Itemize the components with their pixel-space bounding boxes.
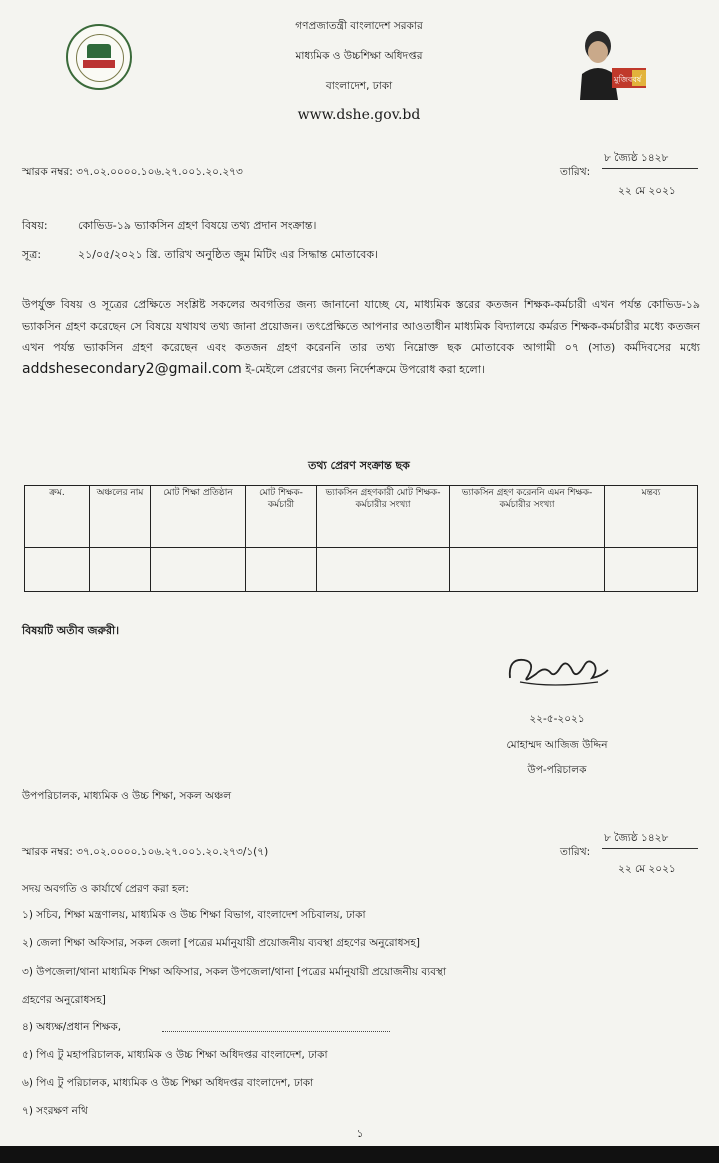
header-department: মাধ্যমিক ও উচ্চশিক্ষা অধিদপ্তর — [295, 50, 423, 62]
email-link[interactable]: addshesecondary2@gmail.com — [22, 360, 242, 377]
date-bangla: ৮ জ্যৈষ্ঠ ১৪২৮ — [604, 152, 669, 164]
col-remarks: মন্তব্য — [605, 486, 698, 548]
blank-line — [162, 1031, 390, 1032]
date-divider-2 — [602, 848, 698, 849]
list-item: ৩) উপজেলা/থানা মাধ্যমিক শিক্ষা অফিসার, সকল উপজেলা/থানা [পত্রের মর্মানুযায়ী প্রয়োজনীয় ব্যবস্থা — [22, 966, 447, 978]
cell-remarks[interactable] — [605, 548, 698, 592]
table-header-row — [25, 486, 698, 548]
cell-staff-total[interactable] — [246, 548, 317, 592]
reference-text: ২১/০৫/২০২১ খ্রি. তারিখ অনুষ্ঠিত জুম মিটিং এর সিদ্ধান্ত মোতাবেক। — [78, 248, 379, 261]
list-item: ১) সচিব, শিক্ষা মন্ত্রণালয়, মাধ্যমিক ও উচ্চ শিক্ষা বিভাগ, বাংলাদেশ সচিবালয়, ঢাকা — [22, 909, 366, 921]
cell-region[interactable] — [90, 548, 151, 592]
col-unvaccinated: ভ্যাকসিন গ্রহণ করেননি এমন শিক্ষক-কর্মচারীর সংখ্যা — [450, 486, 605, 548]
table-row — [25, 548, 698, 592]
col-staff-total: মোট শিক্ষক-কর্মচারী — [246, 486, 317, 548]
handwritten-signature — [502, 648, 612, 693]
cell-institutions[interactable] — [151, 548, 246, 592]
subject-text: কোভিড-১৯ ভ্যাকসিন গ্রহণ বিষয়ে তথ্য প্রদান সংক্রান্ত। — [78, 219, 317, 232]
dshe-logo — [66, 24, 132, 90]
list-item: ৬) পিএ টু পরিচালক, মাধ্যমিক ও উচ্চ শিক্ষা অধিদপ্তর বাংলাদেশ, ঢাকা — [22, 1077, 314, 1089]
list-item: ২) জেলা শিক্ষা অফিসার, সকল জেলা [পত্রের মর্মানুযায়ী প্রয়োজনীয় ব্যবস্থা গ্রহণের অনুরোধসহ] — [22, 937, 421, 949]
cell-unvaccinated[interactable] — [450, 548, 605, 592]
col-institutions: মোট শিক্ষা প্রতিষ্ঠান — [151, 486, 246, 548]
subject-label: বিষয়: — [22, 219, 48, 232]
list-item: ৪) অধ্যক্ষ/প্রধান শিক্ষক, — [22, 1021, 122, 1033]
bottom-edge — [0, 1146, 719, 1163]
col-region: অঞ্চলের নাম — [90, 486, 151, 548]
col-vaccinated: ভ্যাকসিন গ্রহণকারী মোট শিক্ষক-কর্মচারীর সংখ্যা — [317, 486, 450, 548]
copies-intro: সদয় অবগতি ও কার্যার্থে প্রেরণ করা হল: — [22, 883, 189, 895]
cell-vaccinated[interactable] — [317, 548, 450, 592]
date-bangla-2: ৮ জ্যৈষ্ঠ ১৪২৮ — [604, 832, 669, 844]
urgent-note: বিষয়টি অতীব জরুরী। — [22, 624, 120, 637]
info-form-table — [24, 485, 698, 592]
memo-number: স্মারক নম্বর: ৩৭.০২.০০০০.১০৬.২৭.০০১.২০.২৭৩ — [22, 166, 243, 178]
header-government: গণপ্রজাতন্ত্রী বাংলাদেশ সরকার — [295, 20, 423, 32]
date-label-2: তারিখ: — [560, 846, 591, 858]
header-website: www.dshe.gov.bd — [297, 107, 421, 123]
memo-number-2: স্মারক নম্বর: ৩৭.০২.০০০০.১০৬.২৭.০০১.২০.২৭৩/১(৭) — [22, 846, 269, 858]
body-paragraph: উপর্যুক্ত বিষয় ও সূত্রের প্রেক্ষিতে সংশ্লিষ্ট সকলের অবগতির জন্য জানানো যাচ্ছে যে, মাধ্যমিক স্তরের কতজন শিক্ষক-কর্মচারী এখন পর্যন্ত কোভিড-১৯ ভ্যাকসিন গ্রহণ করেছেন সে বিষয়ে যথাযথ তথ্য জানা প্রয়োজন। তৎপ্রেক্ষিতে আপনার আওতাধীন মাধ্যমিক বিদ্যালয়ে কর্মরত শিক্ষক-কর্মচারীর মধ্যে কতজন এখন পর্যন্ত ভ্যাকসিন গ্রহণ করেছেন এবং কতজন গ্রহণ করেননি তার তথ্য নিম্নোক্ত ছক মোতাবেক আগামী ০৭ (সাত) কর্মদিবসের মধ্যে addshesecondary2@gmail.com ই-মেইলে প্রেরণের জন্য নির্দেশক্রমে উপরোধ করা হলো। — [22, 298, 700, 377]
mujib-portrait-badge — [568, 22, 648, 100]
cell-serial[interactable] — [25, 548, 90, 592]
recipient: উপপরিচালক, মাধ্যমিক ও উচ্চ শিক্ষা, সকল অঞ্চল — [22, 790, 232, 802]
svg-text:মুজিববর্ষ: মুজিববর্ষ — [614, 75, 642, 84]
list-item: ৫) পিএ টু মহাপরিচালক, মাধ্যমিক ও উচ্চ শিক্ষা অধিদপ্তর বাংলাদেশ, ঢাকা — [22, 1049, 328, 1061]
signatory-name: মোহাম্মদ আজিজ উদ্দিন — [506, 739, 608, 751]
col-serial: ক্রম. — [25, 486, 90, 548]
date-english-2: ২২ মে ২০২১ — [618, 863, 676, 875]
list-item: ৭) সংরক্ষণ নথি — [22, 1105, 88, 1117]
table-title: তথ্য প্রেরণ সংক্রান্ত ছক — [308, 459, 410, 472]
list-item: গ্রহণের অনুরোধসহ] — [22, 994, 106, 1006]
page-number: ১ — [356, 1128, 364, 1140]
reference-label: সূত্র: — [22, 248, 42, 261]
signatory-title: উপ-পরিচালক — [527, 764, 587, 776]
date-divider — [602, 168, 698, 169]
signature-date: ২২-৫-২০২১ — [529, 713, 585, 725]
date-english: ২২ মে ২০২১ — [618, 185, 676, 197]
date-label: তারিখ: — [560, 166, 591, 178]
header-location: বাংলাদেশ, ঢাকা — [325, 80, 393, 92]
